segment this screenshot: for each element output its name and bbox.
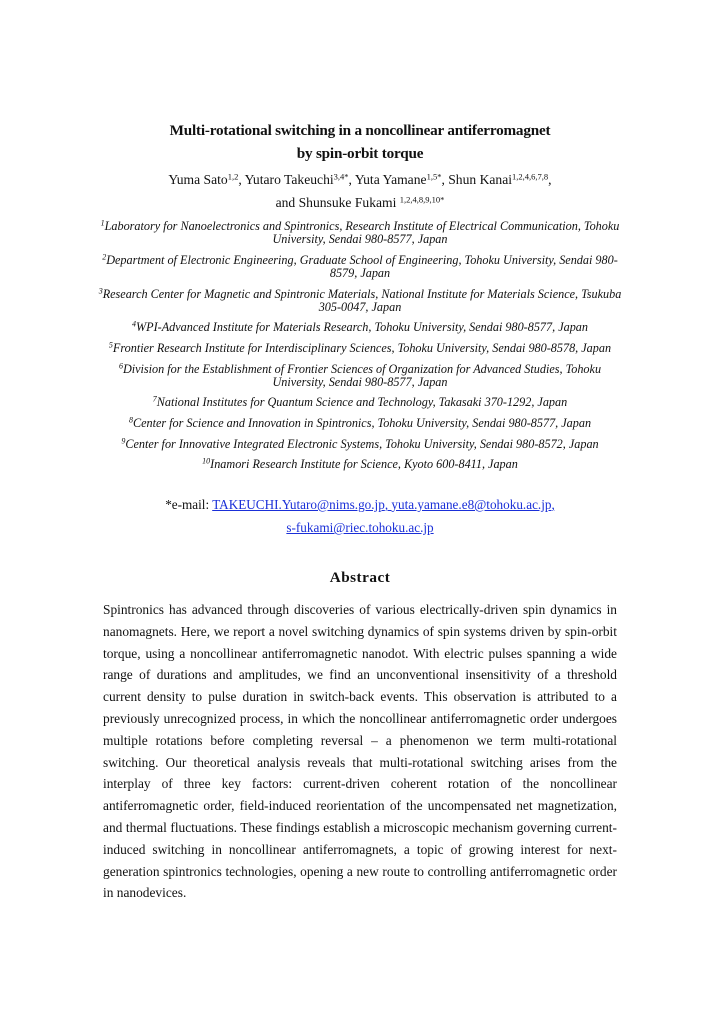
author-name: Yutaro Takeuchi: [244, 172, 334, 187]
email-link-takeuchi[interactable]: TAKEUCHI.Yutaro@nims.go.jp: [212, 497, 385, 512]
author-name: Yuma Sato: [168, 172, 228, 187]
affiliation-text: Inamori Research Institute for Science, Kyoto 600-8411, Japan: [210, 457, 518, 472]
affiliation-item: [96, 254, 624, 280]
affiliation-item: [96, 288, 624, 314]
affiliation-text: Division for the Establishment of Frontier Sciences of Organization for Advanced Studies, Tohoku University, Sendai 980-8577, Japan: [122, 361, 602, 389]
affiliation-number: 7: [152, 394, 157, 404]
author-separator: ,: [348, 172, 355, 187]
affiliation-item: [96, 220, 624, 246]
author-affiliation-marks: 1,2: [227, 171, 239, 182]
affiliation-list: [96, 220, 624, 479]
affiliation-number: 4: [132, 320, 136, 329]
author-name: Shun Kanai: [448, 172, 513, 187]
email-separator: ,: [384, 497, 392, 512]
affiliation-number: 9: [121, 436, 126, 446]
paper-title-line-1: Multi-rotational switching in a noncollinear antiferromagnet: [169, 122, 551, 139]
affiliation-text: National Institutes for Quantum Science and Technology, Takasaki 370-1292, Japan: [156, 395, 568, 410]
author-affiliation-marks: 1,2,4,8,9,10*: [399, 194, 445, 205]
email-separator: ,: [551, 497, 555, 512]
email-prefix: *e-mail:: [165, 497, 213, 512]
author-affiliation-marks: 1,2,4,6,7,8: [512, 171, 549, 182]
affiliation-text: Laboratory for Nanoelectronics and Spintronics, Research Institute of Electrical Communication, Tohoku University, Sendai 980-8577, Japan: [104, 219, 620, 247]
email-link-fukami[interactable]: s-fukami@riec.tohoku.ac.jp: [286, 520, 434, 535]
contact-email-line-2: [0, 520, 720, 536]
author: [355, 172, 448, 187]
affiliation-item: [96, 438, 624, 451]
affiliation-number: 3: [98, 286, 103, 296]
affiliation-item: [96, 458, 624, 471]
author-separator: ,: [548, 172, 552, 187]
affiliation-number: 8: [128, 415, 133, 425]
affiliation-text: Center for Science and Innovation in Spintronics, Tohoku University, Sendai 980-8577, Japan: [132, 415, 592, 430]
paper-title-line-2: by spin-orbit torque: [296, 145, 424, 162]
affiliation-number: 2: [102, 252, 107, 262]
author-name: Yuta Yamane: [354, 172, 427, 187]
author: [245, 172, 355, 187]
author-separator: ,: [441, 172, 449, 187]
author-list-line-2: [0, 195, 720, 211]
email-link-yamane[interactable]: yuta.yamane.e8@tohoku.ac.jp: [391, 497, 552, 512]
author-separator: ,: [238, 172, 245, 187]
affiliation-item: [96, 396, 624, 409]
author: [168, 172, 244, 187]
affiliation-text: Research Center for Magnetic and Spintronic Materials, National Institute for Materials Science, Tsukuba 305-0047, Japan: [102, 286, 622, 314]
affiliation-item: [96, 321, 624, 334]
affiliation-number: 10: [202, 456, 211, 466]
author-list: [0, 172, 720, 188]
author-name: and Shunsuke Fukami: [275, 195, 400, 210]
affiliation-item: [96, 363, 624, 389]
affiliation-item: [96, 342, 624, 355]
affiliation-number: 5: [108, 340, 113, 350]
contact-email-line: [0, 497, 720, 513]
abstract-body: Spintronics has advanced through discoveries of various electrically-driven spin dynamics in nanomagnets. Here, we report a novel switching dynamics of spin systems driven by spin-orbit torque, using a noncollinear antiferromagnetic nanodot. With electric pulses spanning a wide range of durations and amplitudes, we find an unconventional insensitivity of a threshold current density to pulse duration in switch-back events. This observation is attributed to a previously unrecognized process, in which the noncollinear antiferromagnetic order undergoes multiple rotations before completing reversal – a phenomenon we term multi-rotational switching. Our theoretical analysis reveals that multi-rotational switching arises from the interplay of three key factors: current-driven coherent rotation of the noncollinear antiferromagnetic order, field-induced reorientation of the uncompensated net magnetization, and thermal fluctuations. These findings establish a microscopic mechanism governing current-induced switching in noncollinear antiferromagnets, a topic of growing interest for next-generation spintronics technologies, opening a new route to controlling antiferromagnetic order in nanodevices.: [103, 602, 617, 901]
author-affiliation-marks: 1,5*: [426, 171, 442, 182]
affiliation-number: 6: [118, 361, 123, 371]
author: [448, 172, 551, 187]
affiliation-item: [96, 417, 624, 430]
affiliation-text: Department of Electronic Engineering, Graduate School of Engineering, Tohoku University, Sendai 980-8579, Japan: [106, 252, 618, 280]
abstract-heading: Abstract: [329, 569, 391, 586]
affiliation-text: Frontier Research Institute for Interdisciplinary Sciences, Tohoku University, Sendai 980-8578, Japan: [112, 340, 612, 355]
affiliation-text: Center for Innovative Integrated Electronic Systems, Tohoku University, Sendai 980-8572, Japan: [125, 436, 599, 451]
affiliation-number: 1: [100, 218, 105, 228]
author-affiliation-marks: 3,4*: [333, 171, 349, 182]
affiliation-text: WPI-Advanced Institute for Materials Research, Tohoku University, Sendai 980-8577, Japan: [136, 320, 588, 335]
